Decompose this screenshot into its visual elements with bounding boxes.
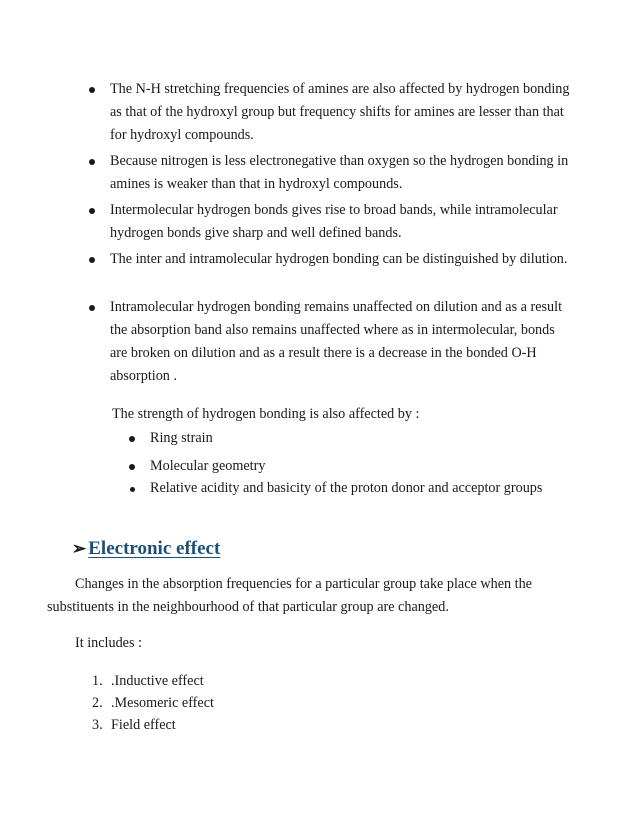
list-item: [92, 692, 214, 714]
bullet-dot-icon: [129, 436, 135, 442]
list-number: 2.: [92, 695, 103, 711]
list-number: 3.: [92, 717, 103, 733]
includes-label: It includes :: [75, 635, 142, 651]
sub-bullet-molecular-geometry: Molecular geometry: [150, 455, 550, 478]
list-item: [92, 714, 176, 736]
bullet-dot-icon: [89, 159, 95, 165]
sub-bullet-ring-strain: Ring strain: [150, 427, 550, 450]
changes-paragraph: Changes in the absorption frequencies for a particular group take place when the substituents in the neighbourhood of that particular group are changed.: [47, 576, 532, 615]
arrow-bullet-icon: ➢: [72, 539, 87, 558]
list-item: [92, 670, 204, 692]
sub-bullet-acidity-basicity: Relative acidity and basicity of the proton donor and acceptor groups: [150, 477, 550, 500]
section-heading-text: Electronic effect: [88, 538, 221, 559]
bullet-item-nitrogen-electronegativity: Because nitrogen is less electronegative than oxygen so the hydrogen bonding in amines is weaker than that in hydroxyl compounds.: [110, 150, 570, 196]
strength-intro: The strength of hydrogen bonding is also affected by :: [112, 406, 420, 422]
section-heading: [72, 537, 220, 561]
list-text: Field effect: [111, 717, 176, 733]
list-text: .Mesomeric effect: [111, 695, 214, 711]
bullet-item-nh-stretching: The N-H stretching frequencies of amines are also affected by hydrogen bonding as that of the hydroxyl group but frequency shifts for amines are lesser than that for hydroxyl compounds.: [110, 78, 570, 147]
bullet-item-inter-intra-bands: Intermolecular hydrogen bonds gives rise to broad bands, while intramolecular hydrogen bonds give sharp and well defined bands.: [110, 199, 570, 245]
bullet-dot-icon: [89, 87, 95, 93]
bullet-dot-icon: [89, 208, 95, 214]
bullet-dot-icon: [129, 464, 135, 470]
list-text: .Inductive effect: [111, 673, 204, 689]
bullet-dot-icon: [130, 487, 135, 492]
bullet-item-intramolecular-dilution: Intramolecular hydrogen bonding remains unaffected on dilution and as a result the absorption band also remains unaffected where as in intermolecular, bonds are broken on dilution and as a result there is a decrease in the bonded O-H absorption .: [110, 296, 570, 388]
bullet-dot-icon: [89, 257, 95, 263]
bullet-dot-icon: [89, 305, 95, 311]
bullet-item-dilution: The inter and intramolecular hydrogen bonding can be distinguished by dilution.: [110, 248, 570, 271]
list-number: 1.: [92, 673, 103, 689]
